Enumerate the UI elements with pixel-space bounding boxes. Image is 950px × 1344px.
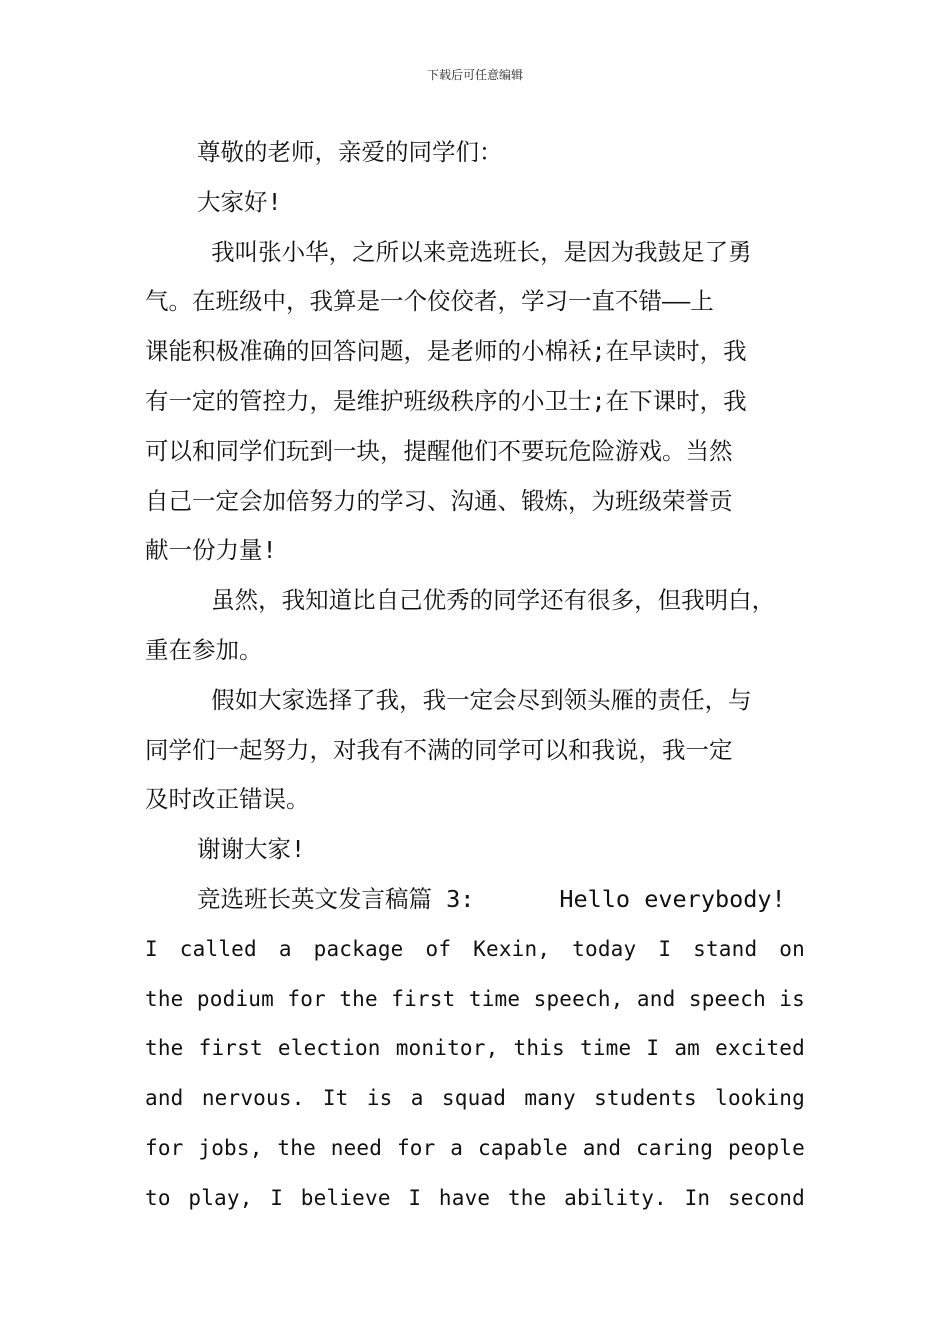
greeting-line: 大家好! [197,187,282,216]
english-paragraph-line: I called a package of Kexin, today I stand on [145,936,805,961]
page-header: 下载后可任意编辑 [426,68,523,82]
salutation-line: 尊敬的老师，亲爱的同学们： [197,138,503,166]
english-paragraph-line: to play, I believe I have the ability. In second [145,1185,805,1210]
document-body [145,128,805,1224]
paragraph-line: 假如大家选择了我，我一定会尽到领头雁的责任，与 [197,685,752,714]
paragraph-line: 我叫张小华，之所以来竞选班长，是因为我鼓足了勇 [197,237,752,266]
paragraph-line: 可以和同学们玩到一块，提醒他们不要玩危险游戏。当然 [145,436,733,465]
paragraph-line: 同学们一起努力，对我有不满的同学可以和我说，我一定 [145,735,733,764]
paragraph-line: 自己一定会加倍努力的学习、沟通、锻炼，为班级荣誉贡 [145,486,733,515]
english-paragraph-line: for jobs, the need for a capable and caring people [145,1135,805,1160]
paragraph-line: 气。在班级中，我算是一个佼佼者，学习一直不错——上 [145,287,714,316]
paragraph-line: 及时改正错误。 [145,785,310,814]
english-paragraph-line: the first election monitor, this time I am excited [145,1036,805,1061]
paragraph-line: 有一定的管控力，是维护班级秩序的小卫士;在下课时，我 [145,386,747,415]
paragraph-line: 课能积极准确的回答问题，是老师的小棉袄;在早读时，我 [145,337,747,366]
closing-line: 谢谢大家! [197,835,306,864]
paragraph-line: 献一份力量! [145,536,277,565]
english-paragraph-line: the podium for the first time speech, and speech is [145,986,805,1011]
paragraph-line: 虽然，我知道比自己优秀的同学还有很多，但我明白， [197,586,776,615]
section-heading: 竞选班长英文发言稿篇 3: Hello everybody! [197,884,786,913]
paragraph-line: 重在参加。 [145,635,263,664]
english-paragraph-line: and nervous. It is a squad many students looking [145,1086,805,1111]
